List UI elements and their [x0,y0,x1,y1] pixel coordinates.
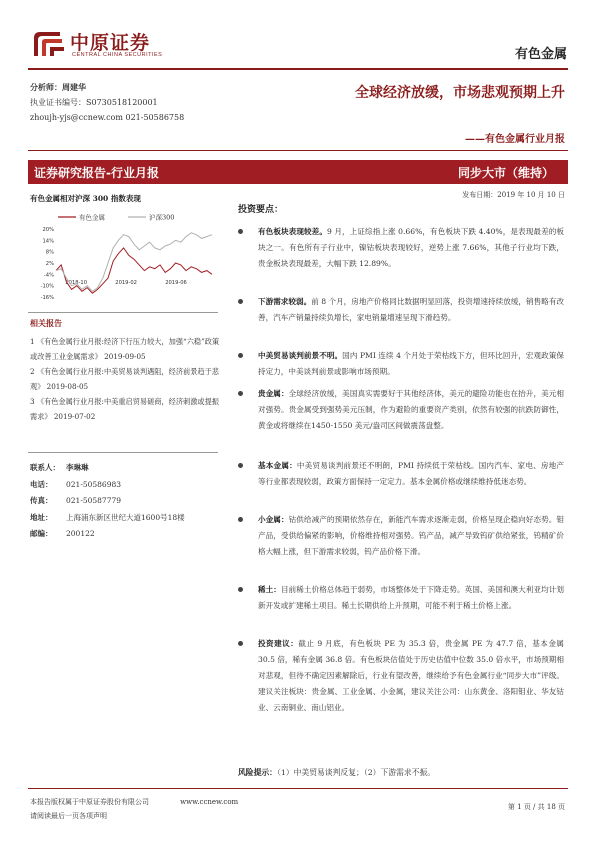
investment-point [238,224,564,272]
header-rule [28,68,568,70]
chart-title: 有色金属相对沪深 300 指数表现 [30,194,141,203]
x-tick-label: 2018-10 [65,280,88,286]
analyst-contact: zhoujh-yjs@ccnew.com 021-50586758 [30,113,185,122]
investment-point [238,582,564,614]
risk-label: 风险提示： [238,768,277,777]
tel-label: 电话： [30,479,53,489]
point-heading: 稀土： [258,585,281,594]
y-tick-label: 8% [45,249,54,256]
related-reports-title: 相关报告 [30,318,62,328]
point-heading: 有色板块表现较差。 [258,227,328,236]
address-value: 上海浦东新区世纪大道1600号18楼 [66,512,185,522]
report-subtitle: ——有色金属行业月报 [465,134,565,145]
report-title: 全球经济放缓，市场悲观预期上升 [355,85,565,101]
title-rule [28,150,568,151]
point-body: 9 月，上证综指上涨 0.66%，有色板块下跌 4.40%，是表现最差的板块之一。有色所有子行业中，镍钴板块表现较好，逆势上涨 7.66%，其他子行业均下跌，贵金板块表现最差，大幅下跌 12.89%。 [258,227,564,268]
point-heading: 基本金属： [258,461,297,470]
investment-point [238,636,564,716]
analyst-info [30,80,184,125]
footer-copyright: 本报告版权属于中原证券股份有限公司 www.ccnew.com [30,798,239,806]
legend-label-sector: 有色金属 [79,213,105,222]
performance-chart [28,205,218,310]
y-tick-label: -10% [40,283,54,290]
bullet-dot-icon [238,391,243,396]
bullet-dot-icon [238,463,243,468]
report-type-banner [28,160,568,184]
contact-person-label: 联系人： [30,463,60,472]
investment-points-title: 投资要点： [238,205,284,215]
footer-disclaimer [30,795,238,823]
point-body: 钴供给减产的预期依然存在，新能汽车需求逐渐走弱，价格呈现企稳向好态势。钼产品，受供给偏紧的影响，价格维持相对强势。钨产品，减产导致钨矿供给紧张，钨精矿价格大幅上涨，但下游需求较弱，钨产品价格下滑。 [258,515,564,556]
rating-label: 同步大市（维持） [457,166,554,180]
tel-value: 021-50586983 [66,479,122,489]
zip-value: 200122 [66,529,95,538]
investment-point [238,386,564,434]
investment-point [238,458,564,490]
y-tick-label: 20% [42,227,54,233]
risk-text: （1）中美贸易谈判反复；（2）下游需求不振。 [276,768,436,777]
left-column-divider-2 [28,452,218,453]
bullet-dot-icon [238,517,243,522]
point-heading: 投资建议： [258,639,299,648]
company-logo-text: 中原证券 [70,32,151,54]
point-body: 前 8 个月，房地产价格同比数据明显回落，投资增速持续放缓，销售略有改善，汽车产销量持续负增长，家电销量增速呈现下滑趋势。 [258,297,565,322]
bullet-dot-icon [238,229,243,234]
point-heading: 贵金属： [258,389,289,398]
point-heading: 中美贸易谈判前景不明。 [258,351,343,360]
investment-point [238,348,564,380]
x-tick-label: 2019-02 [115,280,137,286]
investment-point [238,512,564,560]
y-tick-label: -16% [40,295,54,301]
legend-label-index: 沪深300 [149,213,175,222]
risk-warning [238,767,435,778]
investment-point [238,294,564,326]
x-tick-label: 2019-06 [165,280,187,286]
report-type-label: 证券研究报告-行业月报 [34,166,159,180]
point-heading: 小金属： [258,515,289,524]
contact-person: 李琳琳 [66,463,89,472]
point-body: 国内 PMI 连续 4 个月处于荣枯线下方，但环比回升，宏观政策保持定力，中美谈判前景或影响市场预期。 [258,351,564,376]
company-logo-english: CENTRAL CHINA SECURITIES [72,52,163,58]
bullet-dot-icon [238,587,243,592]
bullet-dot-icon [238,299,243,304]
address-label: 地址： [30,512,53,522]
zip-label: 邮编： [30,529,53,538]
point-body: 目前稀土价格总体趋于弱势，市场整体处于下降走势。英国、美国和澳大利亚均计划新开发或扩建稀土项目。稀土长期供给上升预期，可能不利于稀土价格上涨。 [258,585,565,610]
point-body: 中美贸易谈判前景还不明朗，PMI 持续低于荣枯线。国内汽车、家电、房地产等行业都表现较弱，政策方面保持一定定力。基本金属价格或继续维持低迷态势。 [258,461,565,486]
contact-block [30,460,230,543]
bullet-dot-icon [238,641,243,646]
analyst-cert: 执业证书编号：S0730518120001 [30,98,158,107]
point-heading: 下游需求较弱。 [258,297,312,306]
related-report-item[interactable]: 1 《有色金属行业月报:经济下行压力较大，加强“六稳”政策或改善工业金属需求》 2019-09-05 [30,337,220,361]
related-reports-list [30,334,220,424]
sector-label: 有色金属 [514,47,567,62]
related-report-item[interactable]: 3 《有色金属行业月报:中美重启贸易磋商，经济刺激或提振需求》 2019-07-02 [30,397,219,421]
publish-date: 发布日期：2019 年 10 月 10 日 [462,191,565,199]
point-body: 全球经济放缓，美国真实需要好于其他经济体，美元的避险功能也在抬升，美元相对强势。贵金属受到强势美元压制，作为避险的重要资产类别，依然有较强的抗跌防御性，黄金或将继续在1450-1550 美元/盎司区间做震荡盘整。 [258,389,564,430]
y-tick-label: 14% [42,238,54,245]
footer-rule [28,788,568,789]
company-logo-mark [30,30,66,58]
y-tick-label: -4% [43,272,54,279]
point-body: 截止 9 月底，有色板块 PE 为 35.3 倍，贵金属 PE 为 47.7 倍，基本金属 30.5 倍，稀有金属 36.8 倍。有色板块估值处于历史估值中位数 35.0 倍水平，市场预期相对悲观，但待不确定因素解除后，行业有望改善，继续给予有色金属行业“同步大市”评级。建议关注板块：贵金属、工业金属、小金属，建议关注公司：山东黄金、洛阳钼业、华友钴业、云南铜业、南山铝业。 [258,639,564,712]
analyst-name: 分析师：周建华 [30,82,86,92]
fax-label: 传真： [30,496,53,505]
y-tick-label: 2% [45,261,54,267]
page-number: 第 1 页 / 共 18 页 [507,803,565,811]
footer-notice[interactable]: 请阅读最后一页各项声明 [30,812,107,820]
left-column-divider [28,312,218,313]
bullet-dot-icon [238,353,243,358]
fax-value: 021-50587779 [66,496,122,505]
related-report-item[interactable]: 2 《有色金属行业月报:中美贸易谈判遇阻，经济前景趋于悲观》 2019-08-05 [30,367,219,391]
